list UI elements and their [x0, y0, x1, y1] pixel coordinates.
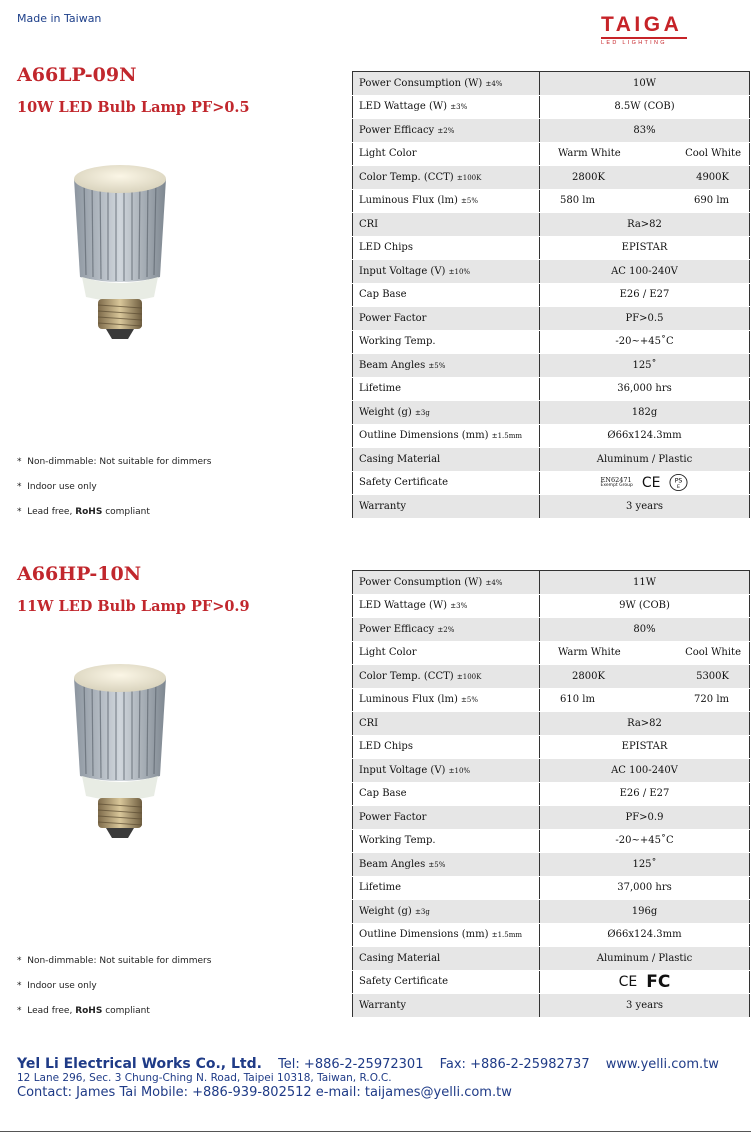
- taiga-logo: [601, 14, 693, 46]
- product-code: A66LP-09N: [17, 64, 137, 86]
- spec-label: Beam Angles ±5%: [353, 354, 540, 378]
- spec-value: 196g: [540, 900, 750, 924]
- spec-row-led-wattage: [353, 95, 750, 119]
- company-name: Yel Li Electrical Works Co., Ltd.: [17, 1056, 262, 1072]
- spec-value: 3 years: [540, 994, 750, 1018]
- spec-label: Luminous Flux (lm) ±5%: [353, 189, 540, 213]
- spec-row-outline: [353, 424, 750, 448]
- product-description: 10W LED Bulb Lamp PF>0.5: [17, 99, 250, 116]
- contact-person: Contact: James Tai: [17, 1085, 137, 1100]
- spec-value: 125˚: [540, 853, 750, 877]
- note-rohs: * Lead free, RoHS compliant: [17, 1006, 150, 1016]
- spec-label: Cap Base: [353, 283, 540, 307]
- spec-row-luminous-flux: [353, 189, 750, 213]
- spec-row-input-voltage: [353, 759, 750, 783]
- spec-value: 2800K 5300K: [540, 665, 750, 689]
- spec-label: Casing Material: [353, 448, 540, 472]
- spec-label: Working Temp.: [353, 330, 540, 354]
- spec-label: Power Efficacy ±2%: [353, 618, 540, 642]
- pse-mark-icon: [669, 473, 688, 492]
- spec-label: Input Voltage (V) ±10%: [353, 759, 540, 783]
- spec-label: Input Voltage (V) ±10%: [353, 260, 540, 284]
- spec-label: Power Consumption (W) ±4%: [353, 571, 540, 595]
- led-bulb-image: [60, 159, 180, 344]
- spec-row-power-consumption: [353, 571, 750, 595]
- spec-value: [540, 471, 750, 495]
- spec-row-lifetime: [353, 377, 750, 401]
- spec-label: Cap Base: [353, 782, 540, 806]
- spec-label: Power Consumption (W) ±4%: [353, 72, 540, 96]
- feature-notes: [17, 955, 211, 1030]
- spec-label: Safety Certificate: [353, 970, 540, 994]
- spec-value: PF>0.5: [540, 307, 750, 331]
- spec-label: Beam Angles ±5%: [353, 853, 540, 877]
- telephone: Tel: +886-2-25972301: [278, 1057, 424, 1072]
- ce-mark-icon: CE: [618, 973, 638, 990]
- spec-value: Aluminum / Plastic: [540, 448, 750, 472]
- logo-word: TAIGA: [601, 13, 683, 36]
- spec-value: E26 / E27: [540, 782, 750, 806]
- spec-row-power-factor: [353, 806, 750, 830]
- spec-row-led-chips: [353, 735, 750, 759]
- spec-label: Warranty: [353, 495, 540, 519]
- spec-value: 580 lm 690 lm: [540, 189, 750, 213]
- fcc-mark-icon: FC: [646, 971, 671, 992]
- spec-label: Lifetime: [353, 377, 540, 401]
- spec-value: E26 / E27: [540, 283, 750, 307]
- spec-label: Luminous Flux (lm) ±5%: [353, 688, 540, 712]
- en62471-mark: EN62471 Exempt Group: [600, 475, 633, 488]
- spec-row-cap-base: [353, 283, 750, 307]
- spec-value: 11W: [540, 571, 750, 595]
- spec-row-safety: [353, 970, 750, 994]
- spec-label: Color Temp. (CCT) ±100K: [353, 166, 540, 190]
- email-link[interactable]: e-mail: taijames@yelli.com.tw: [315, 1085, 512, 1100]
- spec-value: EPISTAR: [540, 735, 750, 759]
- spec-row-warranty: [353, 495, 750, 519]
- spec-label: CRI: [353, 712, 540, 736]
- spec-value: 2800K 4900K: [540, 166, 750, 190]
- company-address: 12 Lane 296, Sec. 3 Chung-Ching N. Road, Taipei 10318, Taiwan, R.O.C.: [17, 1072, 392, 1084]
- spec-row-color-temp: [353, 166, 750, 190]
- spec-label: Casing Material: [353, 947, 540, 971]
- mobile-number: Mobile: +886-939-802512: [140, 1085, 312, 1100]
- spec-value: Ø66x124.3mm: [540, 923, 750, 947]
- spec-row-light-color: [353, 641, 750, 665]
- svg-text:PS: PS: [675, 477, 683, 485]
- spec-value: 182g: [540, 401, 750, 425]
- spec-label: Light Color: [353, 142, 540, 166]
- note-indoor: * Indoor use only: [17, 981, 97, 991]
- spec-row-input-voltage: [353, 260, 750, 284]
- note-dimmable: * Non-dimmable: Not suitable for dimmers: [17, 457, 212, 467]
- spec-label: LED Chips: [353, 735, 540, 759]
- logo-subtitle: LED LIGHTING: [601, 40, 667, 46]
- spec-value: Warm White Cool White: [540, 641, 750, 665]
- spec-value: 80%: [540, 618, 750, 642]
- spec-row-outline: [353, 923, 750, 947]
- note-indoor: * Indoor use only: [17, 482, 97, 492]
- spec-row-cri: [353, 712, 750, 736]
- led-bulb-image: [60, 658, 180, 843]
- spec-row-luminous-flux: [353, 688, 750, 712]
- spec-row-safety: [353, 471, 750, 495]
- spec-row-power-efficacy: [353, 618, 750, 642]
- spec-row-power-efficacy: [353, 119, 750, 143]
- made-in-label: Made in Taiwan: [17, 12, 102, 25]
- spec-row-weight: [353, 401, 750, 425]
- spec-value: -20~+45˚C: [540, 330, 750, 354]
- feature-notes: [17, 456, 211, 531]
- spec-value: AC 100-240V: [540, 759, 750, 783]
- spec-value: [540, 970, 750, 994]
- spec-row-working-temp: [353, 829, 750, 853]
- spec-label: Power Efficacy ±2%: [353, 119, 540, 143]
- spec-label: Safety Certificate: [353, 471, 540, 495]
- spec-row-lifetime: [353, 876, 750, 900]
- spec-value: Ø66x124.3mm: [540, 424, 750, 448]
- spec-row-beam-angles: [353, 354, 750, 378]
- spec-label: LED Wattage (W) ±3%: [353, 95, 540, 119]
- spec-value: 3 years: [540, 495, 750, 519]
- spec-label: Warranty: [353, 994, 540, 1018]
- spec-label: LED Wattage (W) ±3%: [353, 594, 540, 618]
- spec-value: 36,000 hrs: [540, 377, 750, 401]
- spec-value: 37,000 hrs: [540, 876, 750, 900]
- spec-value: Warm White Cool White: [540, 142, 750, 166]
- spec-row-working-temp: [353, 330, 750, 354]
- spec-row-cap-base: [353, 782, 750, 806]
- spec-value: AC 100-240V: [540, 260, 750, 284]
- spec-row-casing: [353, 448, 750, 472]
- spec-value: -20~+45˚C: [540, 829, 750, 853]
- spec-row-led-chips: [353, 236, 750, 260]
- spec-row-power-consumption: [353, 72, 750, 96]
- spec-label: Outline Dimensions (mm) ±1.5mm: [353, 424, 540, 448]
- spec-table: [352, 71, 750, 519]
- spec-row-power-factor: [353, 307, 750, 331]
- fax: Fax: +886-2-25982737: [439, 1057, 590, 1072]
- ce-mark-icon: CE: [641, 474, 661, 491]
- spec-row-casing: [353, 947, 750, 971]
- spec-label: Light Color: [353, 641, 540, 665]
- spec-row-cri: [353, 213, 750, 237]
- spec-label: Power Factor: [353, 307, 540, 331]
- spec-row-light-color: [353, 142, 750, 166]
- product-code: A66HP-10N: [17, 563, 142, 585]
- spec-value: Aluminum / Plastic: [540, 947, 750, 971]
- logo-bar: [601, 37, 687, 39]
- svg-text:E: E: [677, 485, 681, 491]
- spec-label: Color Temp. (CCT) ±100K: [353, 665, 540, 689]
- product-description: 11W LED Bulb Lamp PF>0.9: [17, 598, 250, 615]
- spec-value: Ra>82: [540, 712, 750, 736]
- note-rohs: * Lead free, RoHS compliant: [17, 507, 150, 517]
- spec-value: 610 lm 720 lm: [540, 688, 750, 712]
- spec-value: 8.5W (COB): [540, 95, 750, 119]
- spec-table: [352, 570, 750, 1018]
- spec-value: EPISTAR: [540, 236, 750, 260]
- spec-label: LED Chips: [353, 236, 540, 260]
- spec-label: Power Factor: [353, 806, 540, 830]
- spec-value: 83%: [540, 119, 750, 143]
- spec-row-color-temp: [353, 665, 750, 689]
- spec-value: Ra>82: [540, 213, 750, 237]
- spec-label: Outline Dimensions (mm) ±1.5mm: [353, 923, 540, 947]
- spec-row-weight: [353, 900, 750, 924]
- note-dimmable: * Non-dimmable: Not suitable for dimmers: [17, 956, 212, 966]
- spec-value: PF>0.9: [540, 806, 750, 830]
- spec-row-led-wattage: [353, 594, 750, 618]
- spec-value: 10W: [540, 72, 750, 96]
- spec-label: Working Temp.: [353, 829, 540, 853]
- spec-label: Lifetime: [353, 876, 540, 900]
- spec-label: Weight (g) ±3g: [353, 900, 540, 924]
- page-bottom-rule: [0, 1131, 751, 1132]
- spec-label: CRI: [353, 213, 540, 237]
- spec-row-beam-angles: [353, 853, 750, 877]
- website-link[interactable]: www.yelli.com.tw: [605, 1057, 719, 1072]
- spec-value: 125˚: [540, 354, 750, 378]
- spec-value: 9W (COB): [540, 594, 750, 618]
- spec-label: Weight (g) ±3g: [353, 401, 540, 425]
- company-footer: [17, 1056, 719, 1100]
- spec-row-warranty: [353, 994, 750, 1018]
